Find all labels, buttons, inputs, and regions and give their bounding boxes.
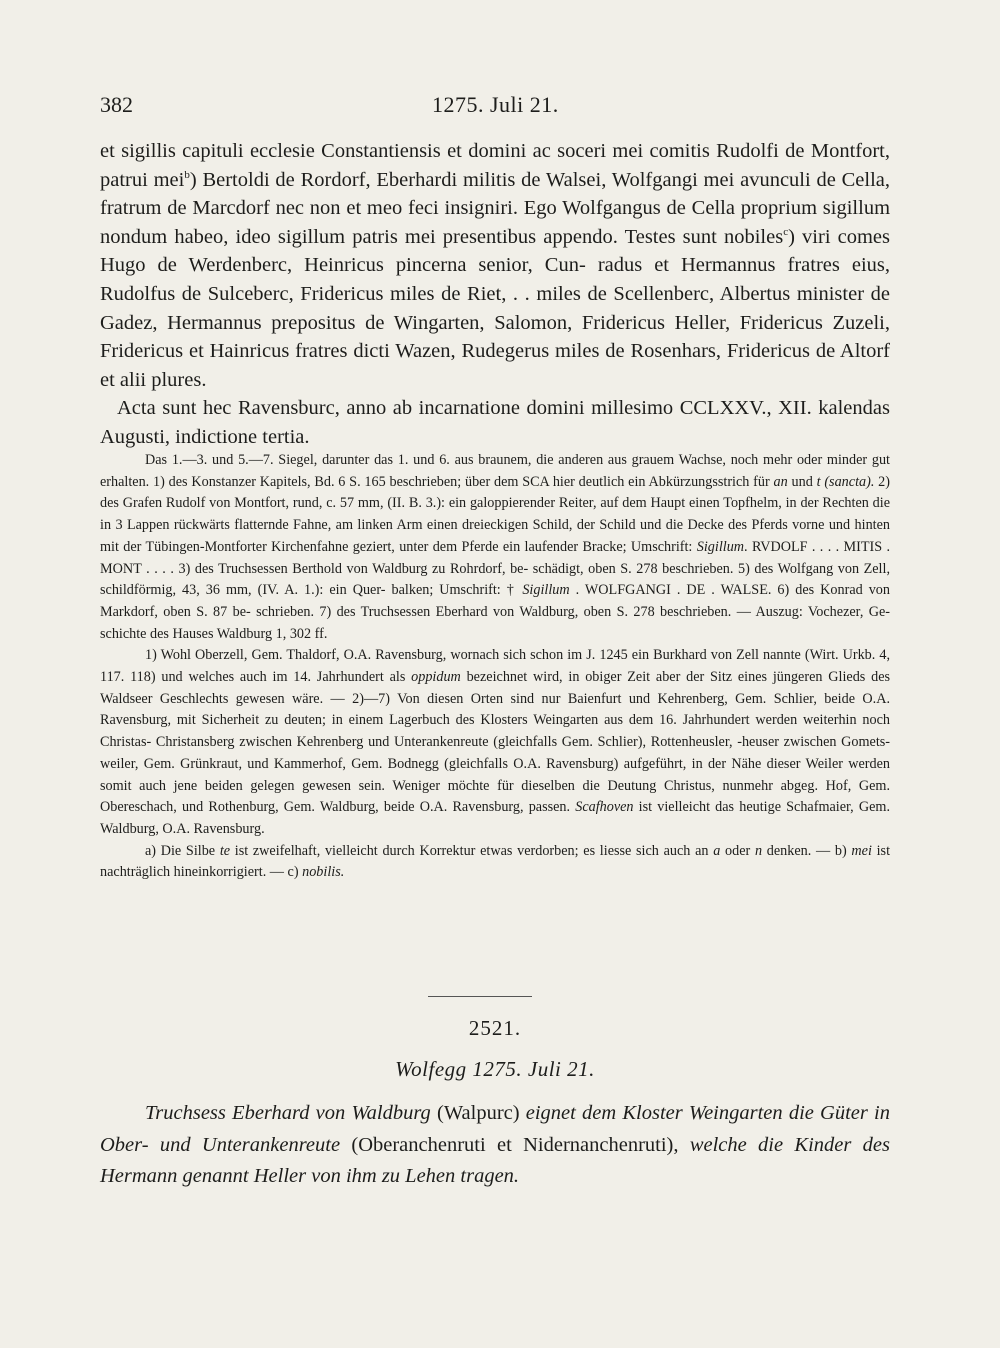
footnote-mark: c	[783, 225, 789, 238]
seal-description: Das 1.—3. und 5.—7. Siegel, darunter das 1. und 6. aus braunem, die anderen aus grauem Wachse, noch mehr oder minder gut erhalten. 1) des Konstanzer Kapitels, Bd. 6 S. 165 beschrieben; über dem SCA hier deutlich ein Abkürzungsstrich für an und t (sancta). 2) des Grafen Rudolf von Montfort, rund, c. 57 mm, (II. B. 3.): ein galoppierender Reiter, auf dem Haupt einen Topfhelm, in der Rechten die in 3 Lappen rückwärts flatternde Fahne, am linken Arm einen dreieckigen Schild, der Schild und die Decke des Pferds vorne und hinten mit der Tübingen-Montforter Kirchenfahne geziert, unter dem Pferde ein laufender Bracke; Umschrift: Sigillum. RVDOLF . . . . MITIS . MONT . . . . 3) des Truchsessen Berthold von Waldburg zu Rohrdorf, be- schädigt, oben S. 278 beschrieben. 5) des Wolfgang von Zell, schildförmig, 43, 36 mm, (IV. A. 1.): ein Quer- balken; Umschrift: † Sigillum . WOLFGANGI . DE . WALSE. 6) des Konrad von Markdorf, oben S. 87 be- schrieben. 7) des Truchsessen Eberhard von Waldburg, oben S. 278 beschrieben. — Auszug: Vochezer, Ge- schichte des Hauses Waldburg 1, 302 ff.	[100, 452, 891, 642]
footnote-1: 1) Wohl Oberzell, Gem. Thaldorf, O.A. Ravensburg, wornach sich schon im J. 1245 ein Burkhard von Zell nannte (Wirt. Urkb. 4, 117. 118) und welches auch im 14. Jahrhundert als oppidum bezeichnet wird, in obiger Zeit aber der Sitz eines jüngeren Glieds des Waldseer Geschlechts gewesen wäre. — 2)—7) Von diesen Orten sind nur Baienfurt und Kehrenberg, Gem. Schlier, beide O.A. Ravensburg, mit Sicherheit zu deuten; in einem Lagerbuch des Klosters Weingarten aus dem 16. Jahrhundert werden weiterhin noch Christas- Christansberg zwischen Kehrenberg und Unterankenreute (gleichfalls Gem. Schlier), Rottenheusler, -heuser zwischen Gomets- weiler, Gem. Grünkraut, und Kammerhof, Gem. Bodnegg (gleichfalls O.A. Ravensburg) aufgeführt, in der Nähe dieser Weiler werden somit auch jene beiden gelegen gewesen sein. Weniger möchte für dieselben die Deutung Christus, nunmehr abgeg. Hof, Gem. Obereschach, und Rothenburg, Gem. Waldburg, beide O.A. Ravensburg, passen. Scafhoven ist vielleicht das heutige Schafmaier, Gem. Waldburg, O.A. Ravensburg.	[100, 647, 891, 837]
charter-text	[100, 137, 890, 452]
document-place-date: Wolfegg 1275. Juli 21.	[395, 1057, 595, 1081]
page-number: 382	[100, 92, 133, 117]
dating-clause: Acta sunt hec Ravensburc, anno ab incarnatione domini millesimo CCLXXV., XII. kalendas Augusti, indictione tertia.	[100, 397, 890, 448]
footnote-abc: a) Die Silbe te ist zweifelhaft, vielleicht durch Korrektur etwas verdorben; es liesse sich auch an a oder n denken. — b) mei ist nachträglich hineinkorrigiert. — c) nobilis.	[100, 842, 891, 881]
editorial-notes	[100, 450, 890, 884]
regest-summary	[100, 1098, 890, 1193]
text-line: et sigillis capituli ecclesie Constantiensis et domini ac soceri mei comitis Rudolfi de Montfort, patrui mei$^b$) Bertoldi de Rordorf, Eberhardi militis de Walsei, Wolfgangi mei avunculi de Cella, fratrum de Marcdorf nec non et meo feci insigniri. Ego Wolfgangus de Cella proprium sigillum nondum habeo, ideo sigillum patris mei presentibus appendo. Testes sunt nobiles$^c$) viri comes Hugo de Werdenberc, Heinricus pincerna senior, Cun- radus et Hermannus fratres eius, Rudolfus de Sulceberc, Fridericus miles de Riet, . . miles de Scellenberc, Albertus minister de Gadez, Hermannus prepositus de Wingarten, Salomon, Fridericus Heller, Fridericus Zuzeli, Fridericus et Hainricus fratres dicti Wazen, Rudegerus miles de Rosenhars, Fridericus de Altorf et alii plures.	[100, 140, 891, 391]
document-number: 2521.	[468, 1016, 522, 1040]
running-head	[100, 92, 890, 122]
regest-paragraph: Truchsess Eberhard von Waldburg (Walpurc) eignet dem Kloster Weingarten die Güter in Ober- und Unterankenreute (Oberanchenruti et Nidernanchenruti), welche die Kinder des Hermann genannt Heller von ihm zu Lehen tragen.	[100, 1102, 890, 1187]
section-divider	[428, 996, 532, 997]
footnote-mark: b	[184, 168, 190, 181]
header-date: 1275. Juli 21.	[432, 92, 559, 117]
